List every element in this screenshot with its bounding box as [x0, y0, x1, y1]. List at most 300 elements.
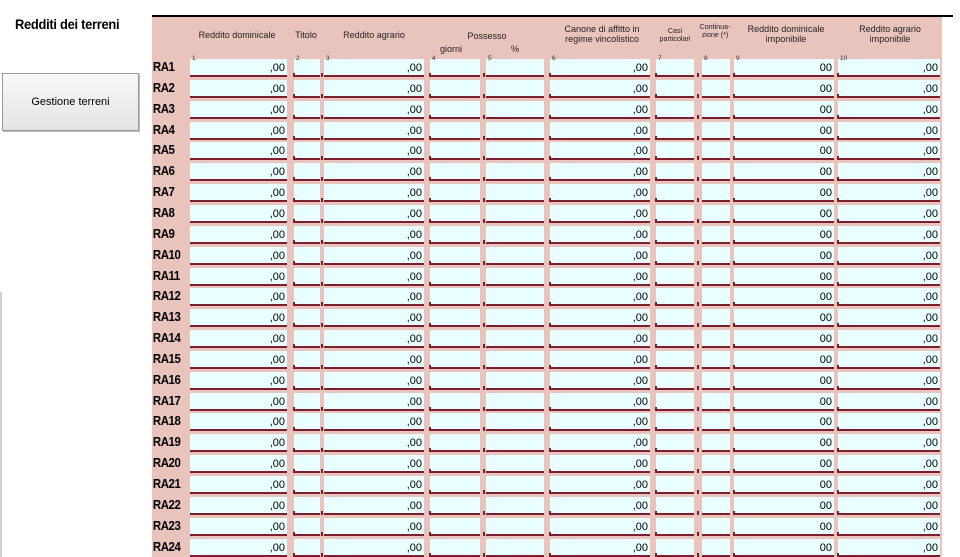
- row-separator-tick: [293, 386, 295, 390]
- cell-c9[interactable]: [734, 80, 834, 98]
- cell-value: 00: [819, 458, 832, 471]
- cell-c4[interactable]: [430, 268, 480, 286]
- cell-c10[interactable]: [838, 247, 940, 265]
- cell-c8[interactable]: [702, 372, 730, 390]
- cell-c5[interactable]: [486, 268, 544, 286]
- cell-c10[interactable]: [838, 497, 940, 515]
- row-separator-tick: [837, 490, 839, 494]
- cell-value: ,00: [922, 437, 938, 450]
- row-separator-tick: [429, 553, 431, 557]
- cell-c4[interactable]: [430, 184, 480, 202]
- cell-value: ,00: [922, 479, 938, 491]
- cell-c4[interactable]: [430, 518, 480, 536]
- cell-c4[interactable]: [430, 55, 480, 77]
- cell-c10[interactable]: [838, 163, 940, 181]
- cell-c5[interactable]: [486, 497, 544, 515]
- cell-c10[interactable]: [838, 101, 940, 119]
- cell-c1[interactable]: [190, 476, 287, 494]
- cell-c2[interactable]: [294, 434, 320, 452]
- cell-c3[interactable]: [324, 288, 424, 306]
- cell-c9[interactable]: [734, 434, 834, 452]
- cell-c7[interactable]: [656, 455, 694, 473]
- cell-c5[interactable]: [486, 455, 544, 473]
- cell-c2[interactable]: [294, 184, 320, 202]
- cell-c9[interactable]: [734, 476, 834, 494]
- gestione-terreni-button[interactable]: Gestione terreni: [2, 73, 139, 131]
- cell-c4[interactable]: [430, 372, 480, 390]
- cell-c2[interactable]: [294, 205, 320, 223]
- cell-c8[interactable]: [702, 122, 730, 140]
- cell-c1[interactable]: [190, 372, 287, 390]
- cell-value: ,00: [406, 187, 422, 200]
- row-separator-tick: [549, 323, 551, 327]
- row-separator-tick: [837, 240, 839, 244]
- cell-c7[interactable]: [656, 247, 694, 265]
- row-label: RA5: [152, 142, 175, 158]
- cell-c10[interactable]: [838, 288, 940, 306]
- cell-c8[interactable]: [702, 288, 730, 306]
- cell-c8[interactable]: [702, 351, 730, 369]
- cell-c9[interactable]: [734, 518, 834, 536]
- cell-c3[interactable]: [324, 247, 424, 265]
- cell-c7[interactable]: [656, 80, 694, 98]
- cell-c2[interactable]: [294, 393, 320, 411]
- row-separator-tick: [655, 177, 657, 181]
- cell-c7[interactable]: [656, 55, 694, 77]
- cell-c6[interactable]: [550, 268, 650, 286]
- cell-c3[interactable]: [324, 268, 424, 286]
- cell-c5[interactable]: [486, 309, 544, 327]
- cell-c1[interactable]: [190, 226, 287, 244]
- cell-c3[interactable]: [324, 539, 424, 557]
- cell-c2[interactable]: [294, 497, 320, 515]
- cell-c5[interactable]: [486, 55, 544, 77]
- cell-c4[interactable]: [430, 393, 480, 411]
- cell-c6[interactable]: [550, 80, 650, 98]
- cell-c9[interactable]: [734, 309, 834, 327]
- row-separator-tick: [655, 365, 657, 369]
- cell-c9[interactable]: [734, 372, 834, 390]
- row-separator-tick: [549, 302, 551, 306]
- row-separator-tick: [837, 427, 839, 431]
- cell-c10[interactable]: [838, 351, 940, 369]
- cell-c1[interactable]: [190, 497, 287, 515]
- cell-value: ,00: [922, 541, 938, 554]
- cell-c5[interactable]: [486, 226, 544, 244]
- cell-c2[interactable]: [294, 476, 320, 494]
- row-separator-tick: [321, 136, 323, 140]
- row-separator-tick: [321, 282, 323, 286]
- row-separator-tick: [655, 94, 657, 98]
- cell-c1[interactable]: [190, 393, 287, 411]
- cell-c6[interactable]: [550, 434, 650, 452]
- cell-c9[interactable]: [734, 247, 834, 265]
- cell-c5[interactable]: [486, 413, 544, 431]
- cell-c5[interactable]: [486, 434, 544, 452]
- cell-c8[interactable]: [702, 497, 730, 515]
- cell-c9[interactable]: [734, 142, 834, 160]
- cell-c7[interactable]: [656, 163, 694, 181]
- cell-value: ,00: [922, 187, 938, 200]
- cell-value: ,00: [406, 499, 422, 512]
- cell-c8[interactable]: [702, 455, 730, 473]
- cell-c8[interactable]: [702, 55, 730, 77]
- cell-c8[interactable]: [702, 476, 730, 494]
- cell-c6[interactable]: [550, 163, 650, 181]
- cell-c5[interactable]: [486, 351, 544, 369]
- cell-value: ,00: [632, 207, 648, 220]
- cell-c3[interactable]: [324, 330, 424, 348]
- cell-c7[interactable]: [656, 413, 694, 431]
- cell-value: ,00: [922, 145, 938, 158]
- cell-c8[interactable]: [702, 184, 730, 202]
- cell-c3[interactable]: [324, 455, 424, 473]
- cell-c1[interactable]: [190, 434, 287, 452]
- cell-c7[interactable]: [656, 539, 694, 557]
- cell-c10[interactable]: [838, 539, 940, 557]
- row-separator-tick: [655, 427, 657, 431]
- cell-c2[interactable]: [294, 309, 320, 327]
- cell-c5[interactable]: [486, 101, 544, 119]
- row-separator-tick: [837, 553, 839, 557]
- cell-value: ,00: [632, 416, 648, 429]
- cell-c5[interactable]: [486, 122, 544, 140]
- cell-c9[interactable]: [734, 163, 834, 181]
- cell-c4[interactable]: [430, 142, 480, 160]
- cell-c4[interactable]: [430, 226, 480, 244]
- cell-c10[interactable]: [838, 476, 940, 494]
- cell-c10[interactable]: [838, 55, 940, 77]
- cell-c2[interactable]: [294, 372, 320, 390]
- cell-c4[interactable]: [430, 309, 480, 327]
- cell-c2[interactable]: [294, 55, 320, 77]
- cell-c7[interactable]: [656, 497, 694, 515]
- cell-c8[interactable]: [702, 434, 730, 452]
- cell-c4[interactable]: [430, 122, 480, 140]
- cell-c4[interactable]: [430, 455, 480, 473]
- cell-c3[interactable]: [324, 55, 424, 77]
- cell-value: ,00: [269, 291, 285, 304]
- cell-c8[interactable]: [702, 247, 730, 265]
- cell-c7[interactable]: [656, 434, 694, 452]
- cell-c2[interactable]: [294, 518, 320, 536]
- cell-c4[interactable]: [430, 288, 480, 306]
- cell-c2[interactable]: [294, 101, 320, 119]
- cell-c10[interactable]: [838, 122, 940, 140]
- cell-c1[interactable]: [190, 330, 287, 348]
- row-separator-tick: [483, 511, 485, 515]
- cell-c8[interactable]: [702, 205, 730, 223]
- cell-value: ,00: [406, 458, 422, 471]
- cell-c6[interactable]: [550, 101, 650, 119]
- cell-c9[interactable]: [734, 393, 834, 411]
- cell-c6[interactable]: [550, 372, 650, 390]
- cell-c5[interactable]: [486, 247, 544, 265]
- cell-c9[interactable]: [734, 226, 834, 244]
- cell-c4[interactable]: [430, 330, 480, 348]
- cell-c3[interactable]: [324, 476, 424, 494]
- cell-value: ,00: [269, 437, 285, 450]
- row-separator-tick: [697, 469, 699, 473]
- cell-c8[interactable]: [702, 413, 730, 431]
- cell-c2[interactable]: [294, 247, 320, 265]
- cell-c1[interactable]: [190, 163, 287, 181]
- cell-c10[interactable]: [838, 455, 940, 473]
- cell-c7[interactable]: [656, 330, 694, 348]
- row-separator-tick: [549, 448, 551, 452]
- row-separator-tick: [837, 448, 839, 452]
- cell-c7[interactable]: [656, 205, 694, 223]
- cell-c6[interactable]: [550, 413, 650, 431]
- cell-c8[interactable]: [702, 309, 730, 327]
- cell-c3[interactable]: [324, 413, 424, 431]
- cell-c2[interactable]: [294, 142, 320, 160]
- cell-c10[interactable]: [838, 413, 940, 431]
- cell-c1[interactable]: [190, 247, 287, 265]
- cell-c3[interactable]: [324, 142, 424, 160]
- cell-c5[interactable]: [486, 205, 544, 223]
- cell-c2[interactable]: [294, 80, 320, 98]
- cell-c7[interactable]: [656, 372, 694, 390]
- cell-c9[interactable]: [734, 497, 834, 515]
- cell-c10[interactable]: [838, 142, 940, 160]
- cell-c1[interactable]: [190, 413, 287, 431]
- cell-c6[interactable]: [550, 55, 650, 77]
- row-separator-tick: [321, 490, 323, 494]
- row-separator-tick: [733, 490, 735, 494]
- cell-c1[interactable]: [190, 55, 287, 77]
- cell-c3[interactable]: [324, 184, 424, 202]
- cell-c5[interactable]: [486, 163, 544, 181]
- cell-c4[interactable]: [430, 101, 480, 119]
- cell-c8[interactable]: [702, 393, 730, 411]
- cell-c5[interactable]: [486, 476, 544, 494]
- cell-c5[interactable]: [486, 80, 544, 98]
- cell-c5[interactable]: [486, 372, 544, 390]
- cell-c4[interactable]: [430, 434, 480, 452]
- cell-c7[interactable]: [656, 288, 694, 306]
- cell-value: ,00: [269, 520, 285, 533]
- cell-c8[interactable]: [702, 518, 730, 536]
- cell-c3[interactable]: [324, 122, 424, 140]
- cell-c6[interactable]: [550, 455, 650, 473]
- cell-c7[interactable]: [656, 351, 694, 369]
- cell-c10[interactable]: [838, 393, 940, 411]
- cell-c1[interactable]: [190, 268, 287, 286]
- cell-c8[interactable]: [702, 226, 730, 244]
- row-separator-tick: [321, 115, 323, 119]
- cell-c2[interactable]: [294, 455, 320, 473]
- cell-c7[interactable]: [656, 393, 694, 411]
- cell-c7[interactable]: [656, 476, 694, 494]
- cell-c6[interactable]: [550, 288, 650, 306]
- cell-c6[interactable]: [550, 142, 650, 160]
- cell-c6[interactable]: [550, 497, 650, 515]
- cell-c3[interactable]: [324, 80, 424, 98]
- cell-c9[interactable]: [734, 330, 834, 348]
- cell-c8[interactable]: [702, 330, 730, 348]
- cell-c6[interactable]: [550, 184, 650, 202]
- cell-c4[interactable]: [430, 247, 480, 265]
- cell-c10[interactable]: [838, 184, 940, 202]
- cell-c6[interactable]: [550, 518, 650, 536]
- cell-c3[interactable]: [324, 372, 424, 390]
- cell-c10[interactable]: [838, 268, 940, 286]
- row-separator-tick: [483, 407, 485, 411]
- cell-c2[interactable]: [294, 268, 320, 286]
- cell-value: 00: [819, 541, 832, 554]
- cell-value: ,00: [406, 520, 422, 533]
- cell-c5[interactable]: [486, 142, 544, 160]
- cell-c4[interactable]: [430, 539, 480, 557]
- cell-c10[interactable]: [838, 226, 940, 244]
- cell-c7[interactable]: [656, 101, 694, 119]
- cell-c2[interactable]: [294, 288, 320, 306]
- cell-c6[interactable]: [550, 226, 650, 244]
- cell-c5[interactable]: [486, 330, 544, 348]
- cell-c7[interactable]: [656, 226, 694, 244]
- cell-c2[interactable]: [294, 539, 320, 557]
- cell-c7[interactable]: [656, 268, 694, 286]
- cell-c2[interactable]: [294, 163, 320, 181]
- cell-c8[interactable]: [702, 268, 730, 286]
- cell-c8[interactable]: [702, 80, 730, 98]
- cell-c9[interactable]: [734, 184, 834, 202]
- cell-c9[interactable]: [734, 351, 834, 369]
- row-separator-tick: [655, 115, 657, 119]
- cell-value: 00: [819, 520, 832, 533]
- cell-c8[interactable]: [702, 539, 730, 557]
- cell-c1[interactable]: [190, 288, 287, 306]
- cell-c9[interactable]: [734, 539, 834, 557]
- cell-c9[interactable]: [734, 55, 834, 77]
- cell-c6[interactable]: [550, 393, 650, 411]
- cell-c6[interactable]: [550, 205, 650, 223]
- cell-c7[interactable]: [656, 142, 694, 160]
- row-separator-tick: [549, 344, 551, 348]
- cell-c3[interactable]: [324, 351, 424, 369]
- row-label: RA12: [152, 288, 181, 304]
- cell-c10[interactable]: [838, 205, 940, 223]
- cell-c7[interactable]: [656, 309, 694, 327]
- cell-c2[interactable]: [294, 122, 320, 140]
- cell-c4[interactable]: [430, 413, 480, 431]
- cell-c3[interactable]: [324, 163, 424, 181]
- cell-c6[interactable]: [550, 309, 650, 327]
- row-separator-tick: [321, 94, 323, 98]
- cell-c1[interactable]: [190, 351, 287, 369]
- cell-c8[interactable]: [702, 142, 730, 160]
- cell-c1[interactable]: [190, 518, 287, 536]
- cell-c5[interactable]: [486, 539, 544, 557]
- cell-c4[interactable]: [430, 497, 480, 515]
- row-separator-tick: [697, 511, 699, 515]
- cell-c1[interactable]: [190, 309, 287, 327]
- row-separator-tick: [429, 156, 431, 160]
- cell-c2[interactable]: [294, 413, 320, 431]
- cell-c2[interactable]: [294, 351, 320, 369]
- cell-c8[interactable]: [702, 163, 730, 181]
- cell-c5[interactable]: [486, 518, 544, 536]
- cell-c10[interactable]: [838, 309, 940, 327]
- cell-c6[interactable]: [550, 330, 650, 348]
- cell-c9[interactable]: [734, 413, 834, 431]
- cell-c1[interactable]: [190, 539, 287, 557]
- cell-c1[interactable]: [190, 80, 287, 98]
- cell-c3[interactable]: [324, 393, 424, 411]
- cell-c5[interactable]: [486, 288, 544, 306]
- cell-c3[interactable]: [324, 101, 424, 119]
- cell-c5[interactable]: [486, 184, 544, 202]
- row-separator-tick: [697, 219, 699, 223]
- cell-c1[interactable]: [190, 122, 287, 140]
- cell-c6[interactable]: [550, 539, 650, 557]
- cell-value: 00: [819, 228, 832, 241]
- row-separator-tick: [293, 427, 295, 431]
- cell-c1[interactable]: [190, 101, 287, 119]
- cell-c4[interactable]: [430, 476, 480, 494]
- cell-c9[interactable]: [734, 268, 834, 286]
- cell-c4[interactable]: [430, 205, 480, 223]
- cell-c10[interactable]: [838, 372, 940, 390]
- cell-c4[interactable]: [430, 80, 480, 98]
- row-separator-tick: [549, 136, 551, 140]
- cell-c9[interactable]: [734, 288, 834, 306]
- cell-c10[interactable]: [838, 330, 940, 348]
- cell-c10[interactable]: [838, 434, 940, 452]
- cell-c7[interactable]: [656, 184, 694, 202]
- cell-c1[interactable]: [190, 142, 287, 160]
- row-separator-tick: [429, 511, 431, 515]
- cell-c1[interactable]: [190, 455, 287, 473]
- cell-c7[interactable]: [656, 518, 694, 536]
- row-label: RA23: [152, 517, 181, 533]
- cell-c3[interactable]: [324, 518, 424, 536]
- cell-c6[interactable]: [550, 122, 650, 140]
- cell-c4[interactable]: [430, 351, 480, 369]
- cell-c7[interactable]: [656, 122, 694, 140]
- cell-c6[interactable]: [550, 476, 650, 494]
- cell-c9[interactable]: [734, 455, 834, 473]
- cell-value: ,00: [632, 395, 648, 408]
- row-separator-tick: [483, 73, 485, 77]
- cell-c3[interactable]: [324, 434, 424, 452]
- cell-c9[interactable]: [734, 122, 834, 140]
- cell-c10[interactable]: [838, 80, 940, 98]
- cell-c5[interactable]: [486, 393, 544, 411]
- cell-c4[interactable]: [430, 163, 480, 181]
- cell-c3[interactable]: [324, 226, 424, 244]
- cell-c2[interactable]: [294, 330, 320, 348]
- cell-c9[interactable]: [734, 205, 834, 223]
- cell-c6[interactable]: [550, 247, 650, 265]
- cell-c3[interactable]: [324, 309, 424, 327]
- cell-c9[interactable]: [734, 101, 834, 119]
- row-separator-tick: [483, 323, 485, 327]
- row-label: RA6: [152, 163, 175, 179]
- cell-c2[interactable]: [294, 226, 320, 244]
- cell-c8[interactable]: [702, 101, 730, 119]
- cell-c10[interactable]: [838, 518, 940, 536]
- cell-value: ,00: [922, 333, 938, 346]
- row-separator-tick: [837, 73, 839, 77]
- cell-c6[interactable]: [550, 351, 650, 369]
- cell-c3[interactable]: [324, 497, 424, 515]
- row-separator-tick: [697, 553, 699, 557]
- cell-c1[interactable]: [190, 184, 287, 202]
- cell-c1[interactable]: [190, 205, 287, 223]
- cell-c3[interactable]: [324, 205, 424, 223]
